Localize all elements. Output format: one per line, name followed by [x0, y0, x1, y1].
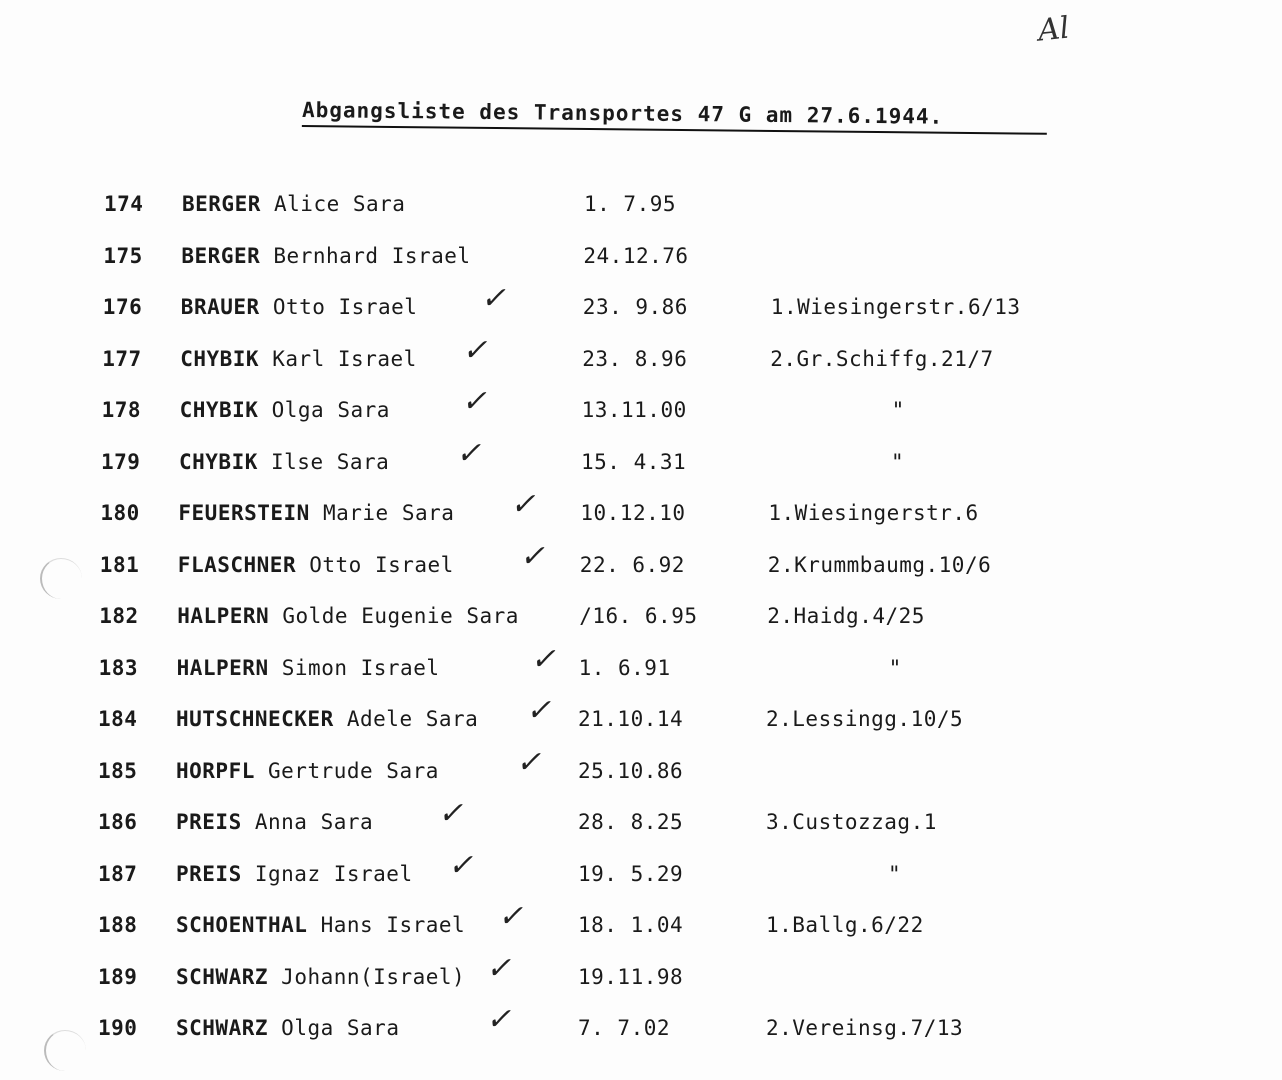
check-mark-icon: ✓ — [486, 950, 512, 986]
person-name — [179, 450, 389, 474]
given-names: Gertrude Sara — [268, 758, 439, 783]
handwritten-initials: Al — [1036, 10, 1072, 49]
birth-date: 10.12.10 — [580, 501, 686, 525]
check-mark-icon: ✓ — [526, 693, 552, 728]
surname: SCHWARZ — [176, 1016, 269, 1040]
check-mark-icon: ✓ — [510, 487, 537, 522]
surname: BRAUER — [180, 295, 260, 319]
surname: BERGER — [181, 243, 261, 268]
row-number: 188 — [98, 913, 138, 937]
person-name — [176, 913, 465, 937]
person-name — [178, 501, 454, 525]
given-names: Anna Sara — [254, 810, 374, 834]
person-name — [178, 553, 454, 577]
row-number: 189 — [98, 964, 138, 989]
given-names: Ilse Sara — [271, 449, 390, 474]
given-names: Otto Israel — [309, 552, 454, 577]
person-name — [181, 244, 470, 268]
row-number: 186 — [98, 810, 138, 834]
birth-date: 19.11.98 — [578, 964, 684, 989]
surname: HORPFL — [176, 758, 255, 783]
given-names: Marie Sara — [322, 501, 455, 525]
row-number: 178 — [101, 398, 142, 422]
row-number: 181 — [99, 552, 140, 577]
address: 2.Krummbaumg.10/6 — [767, 552, 992, 577]
given-names: Bernhard Israel — [273, 243, 471, 268]
birth-date: 18. 1.04 — [578, 913, 684, 937]
person-name — [177, 604, 519, 628]
person-name — [177, 656, 440, 680]
surname: CHYBIK — [179, 398, 259, 422]
check-mark-icon: ✓ — [480, 281, 507, 316]
row-number: 187 — [98, 861, 138, 886]
address: " — [888, 861, 902, 886]
given-names: Alice Sara — [274, 192, 406, 216]
given-names: Johann(Israel) — [281, 964, 466, 989]
person-name — [180, 347, 417, 371]
check-mark-icon: ✓ — [516, 744, 542, 780]
surname: PREIS — [176, 810, 242, 834]
row-number: 185 — [98, 758, 138, 783]
birth-date: 15. 4.31 — [581, 449, 687, 474]
given-names: Olga Sara — [271, 398, 390, 422]
birth-date: 21.10.14 — [578, 707, 684, 731]
surname: BERGER — [182, 192, 261, 216]
given-names: Olga Sara — [281, 1016, 400, 1040]
check-mark-icon: ✓ — [438, 796, 464, 831]
address: 2.Lessingg.10/5 — [766, 707, 964, 731]
address: 2.Gr.Schiffg.21/7 — [770, 346, 994, 371]
row-number: 177 — [102, 346, 142, 371]
surname: HUTSCHNECKER — [176, 707, 334, 731]
given-names: Golde Eugenie Sara — [282, 604, 519, 628]
birth-date: 28. 8.25 — [578, 810, 684, 834]
given-names: Karl Israel — [272, 346, 417, 371]
birth-date: 19. 5.29 — [578, 861, 684, 886]
surname: CHYBIK — [179, 449, 258, 474]
check-mark-icon: ✓ — [498, 899, 524, 934]
birth-date: 22. 6.92 — [579, 552, 685, 577]
address: " — [891, 398, 905, 422]
check-mark-icon: ✓ — [486, 1002, 512, 1037]
person-name — [181, 295, 418, 319]
check-mark-icon: ✓ — [462, 332, 488, 368]
check-mark-icon: ✓ — [456, 435, 482, 471]
birth-date: 24.12.76 — [583, 243, 689, 268]
birth-date: 23. 9.86 — [582, 295, 688, 319]
surname: FLASCHNER — [177, 552, 297, 577]
address: " — [888, 655, 902, 680]
surname: HALPERN — [176, 655, 269, 680]
person-name — [182, 192, 405, 216]
address: 1.Wiesingerstr.6/13 — [770, 295, 1021, 319]
surname: PREIS — [176, 861, 242, 886]
address: " — [891, 449, 905, 474]
row-number: 176 — [102, 295, 143, 319]
row-number: 179 — [101, 449, 141, 474]
birth-date: 13.11.00 — [581, 398, 687, 422]
person-name — [180, 398, 390, 422]
row-number: 190 — [98, 1016, 138, 1040]
row-number: 183 — [98, 655, 139, 680]
birth-date: 7. 7.02 — [578, 1016, 671, 1040]
birth-date: 1. 6.91 — [578, 655, 671, 680]
row-number: 182 — [99, 604, 139, 628]
person-name — [176, 862, 413, 886]
row-number: 174 — [104, 192, 144, 216]
row-number: 184 — [98, 707, 138, 731]
surname: SCHWARZ — [176, 964, 269, 989]
address: 1.Wiesingerstr.6 — [768, 501, 979, 525]
address: 2.Haidg.4/25 — [767, 604, 925, 628]
document-title: Abgangsliste des Transportes 47 G am 27.6.1944. — [302, 98, 1047, 135]
given-names: Ignaz Israel — [254, 861, 413, 886]
person-name — [176, 707, 478, 731]
row-number: 175 — [103, 243, 143, 268]
check-mark-icon: ✓ — [519, 538, 546, 574]
check-mark-icon: ✓ — [530, 641, 557, 677]
surname: SCHOENTHAL — [176, 913, 308, 937]
surname: CHYBIK — [180, 346, 260, 371]
address: 3.Custozzag.1 — [766, 810, 937, 834]
birth-date: /16. 6.95 — [579, 604, 698, 628]
person-name — [176, 759, 439, 783]
given-names: Adele Sara — [346, 707, 479, 731]
row-number: 180 — [100, 501, 140, 525]
address: 2.Vereinsg.7/13 — [766, 1016, 964, 1040]
person-name — [176, 965, 465, 989]
given-names: Otto Israel — [272, 295, 418, 319]
person-name — [176, 810, 373, 834]
given-names: Hans Israel — [320, 913, 466, 937]
birth-date: 1. 7.95 — [584, 192, 677, 216]
birth-date: 23. 8.96 — [582, 346, 688, 371]
birth-date: 25.10.86 — [578, 758, 684, 783]
address: 1.Ballg.6/22 — [766, 913, 924, 937]
person-name — [176, 1016, 399, 1040]
given-names: Simon Israel — [281, 655, 440, 680]
surname: HALPERN — [177, 604, 270, 628]
surname: FEUERSTEIN — [178, 501, 310, 525]
check-mark-icon: ✓ — [448, 847, 474, 883]
check-mark-icon: ✓ — [461, 384, 488, 419]
